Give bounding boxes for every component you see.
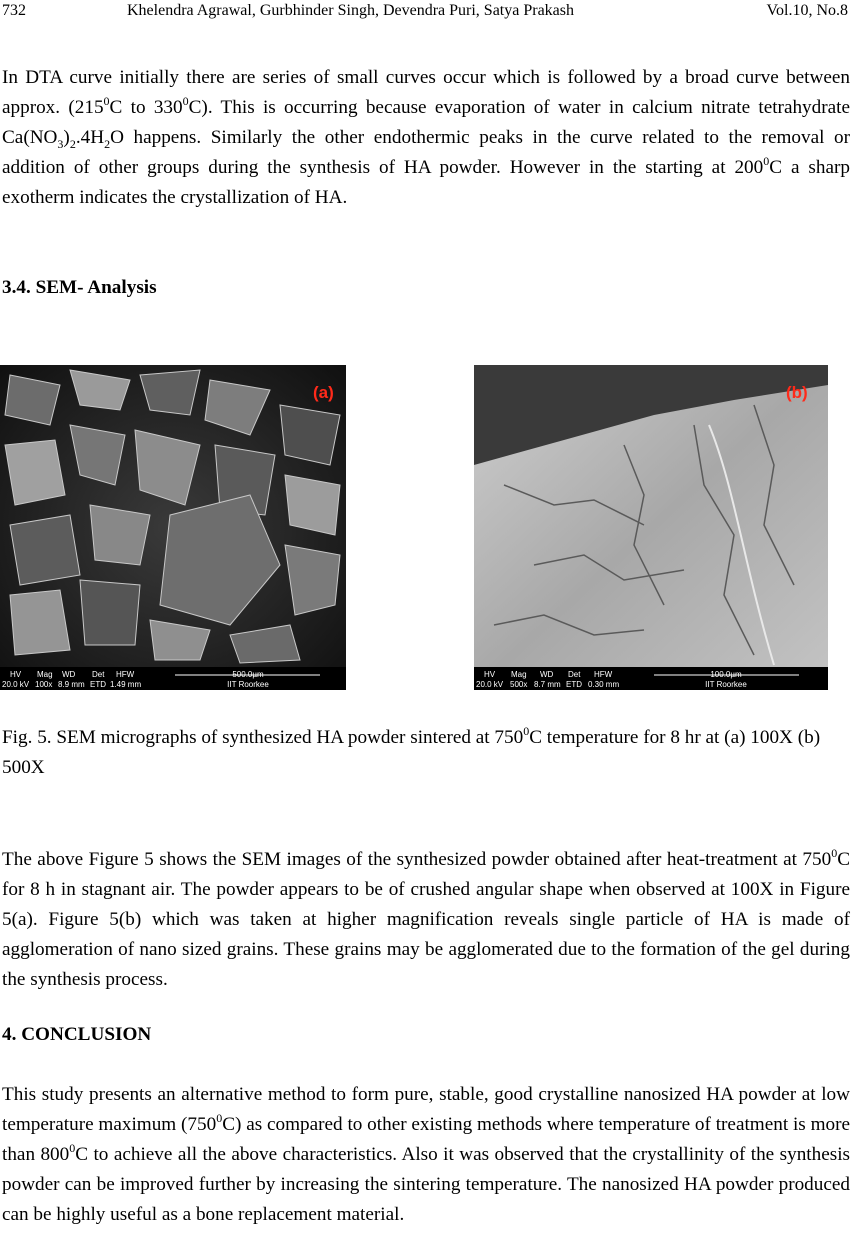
info-header-hfw: HFW: [594, 670, 613, 679]
info-header-wd: WD: [540, 670, 554, 679]
info-value-det: ETD: [566, 680, 582, 689]
info-value-hv: 20.0 kV: [2, 680, 30, 689]
paragraph-dta: In DTA curve initially there are series of small curves occur which is followed by a broad curve between approx. ($215^0C$ to $330^0C$). This is occurring because evaporation of water in calcium nitrate tetrahydrate $Ca(NO_3)_2.4H_2O$ happens. Similarly the other endothermic peaks in the curve related to the removal or addition of other groups during the synthesis of HA powder. However in the starting at $200^0C$ a sharp exotherm indicates the crystallization of HA.: [2, 67, 850, 208]
info-value-wd: 8.9 mm: [58, 680, 85, 689]
info-value-hv: 20.0 kV: [476, 680, 504, 689]
info-header-mag: Mag: [511, 670, 527, 679]
sem-image-a: [0, 365, 346, 690]
sem-info-bar-b: [474, 667, 828, 690]
figure-caption: Fig. 5. SEM micrographs of synthesized HA powder sintered at $750^0C$ temperature for 8 hr at (a) 100X (b) 500X: [2, 723, 821, 778]
info-header-mag: Mag: [37, 670, 53, 679]
info-institute: IIT Roorkee: [705, 680, 747, 689]
info-header-hv: HV: [484, 670, 496, 679]
sem-image-b: [474, 365, 828, 690]
info-header-hfw: HFW: [116, 670, 135, 679]
running-header: [0, 0, 852, 36]
info-header-wd: WD: [62, 670, 76, 679]
info-header-det: Det: [568, 670, 581, 679]
header-volume: Vol.10, No.8: [766, 2, 848, 19]
info-scale-label: 500.0µm: [232, 670, 264, 679]
info-institute: IIT Roorkee: [227, 680, 269, 689]
info-header-hv: HV: [10, 670, 22, 679]
page-number: 732: [2, 2, 26, 19]
sem-info-bar-a: [0, 667, 346, 690]
section-heading-sem: 3.4. SEM- Analysis: [2, 277, 157, 298]
info-header-det: Det: [92, 670, 105, 679]
header-authors: Khelendra Agrawal, Gurbhinder Singh, Devendra Puri, Satya Prakash: [127, 2, 574, 19]
paragraph-conclusion: This study presents an alternative method to form pure, stable, good crystalline nanosized HA powder at low temperature maximum $(750^0C)$ as compared to other existing methods where temperature of treatment is more than $800^0C$ to achieve all the above characteristics. Also it was observed that the crystallinity of the synthesis powder can be improved further by increasing the sintering temperature. The nanosized HA powder produced can be highly useful as a bone replacement material.: [2, 1084, 850, 1225]
info-scale-label: 100.0µm: [710, 670, 742, 679]
info-value-hfw: 0.30 mm: [588, 680, 620, 689]
figure-label-b: (b): [786, 383, 808, 402]
info-value-hfw: 1.49 mm: [110, 680, 142, 689]
section-heading-conclusion: 4. CONCLUSION: [2, 1024, 152, 1045]
paragraph-figure-5: The above Figure 5 shows the SEM images of the synthesized powder obtained after heat-treatment at $750^0C$ for 8 h in stagnant air. The powder appears to be of crushed angular shape when observed at 100X in Figure 5(a). Figure 5(b) which was taken at higher magnification reveals single particle of HA is made of agglomeration of nano sized grains. These grains may be agglomerated due to the formation of the gel during the synthesis process.: [2, 845, 850, 990]
info-value-wd: 8.7 mm: [534, 680, 561, 689]
info-value-mag: 100x: [35, 680, 53, 689]
figure-label-a: (a): [313, 383, 334, 402]
info-value-mag: 500x: [510, 680, 528, 689]
info-value-det: ETD: [90, 680, 106, 689]
